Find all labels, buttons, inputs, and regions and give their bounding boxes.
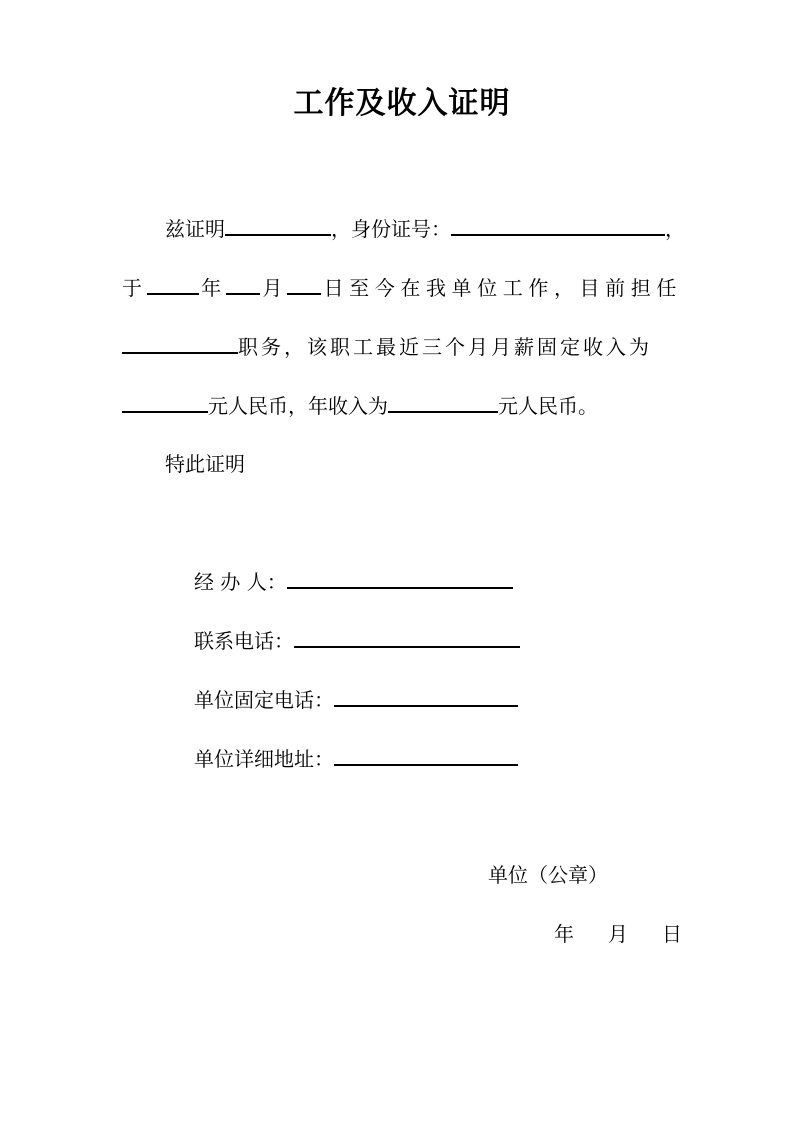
annual-income-blank[interactable]: [388, 391, 498, 413]
paragraph-line-4: [122, 391, 598, 420]
start-month-blank[interactable]: [226, 273, 260, 295]
unit-phone-label: 单位固定电话：: [194, 688, 334, 712]
unit-address-field: [194, 744, 518, 773]
certify-text: 兹证明: [165, 217, 225, 241]
date-month: 月: [608, 922, 628, 946]
handler-field: [194, 567, 513, 596]
year-text: 年: [201, 276, 224, 300]
day-work-text: 日至今在我单位工作，目前担任: [323, 276, 682, 300]
closing-text: 特此证明: [165, 452, 245, 476]
phone-label: 联系电话：: [194, 629, 294, 653]
id-number-blank[interactable]: [451, 214, 665, 236]
paragraph-line-3: [122, 332, 652, 361]
unit-address-blank[interactable]: [334, 744, 518, 766]
document-title: 工作及收入证明: [293, 86, 511, 121]
rmb-annual-text: 元人民币，年收入为: [208, 394, 388, 418]
comma-text: ，: [665, 217, 685, 241]
position-salary-text: 职务，该职工最近三个月月薪固定收入为: [238, 335, 652, 359]
name-blank[interactable]: [225, 214, 331, 236]
seal-label: 单位（公章）: [488, 863, 608, 887]
unit-phone-field: [194, 685, 518, 714]
rmb-end-text: 元人民币。: [498, 394, 598, 418]
phone-field: [194, 626, 520, 655]
unit-phone-blank[interactable]: [334, 685, 518, 707]
since-text: 于: [122, 276, 144, 300]
month-text: 月: [262, 276, 285, 300]
handler-label: 经 办 人：: [194, 570, 287, 594]
date-day: 日: [662, 922, 682, 946]
id-label: ，身份证号：: [331, 217, 451, 241]
handler-blank[interactable]: [287, 567, 513, 589]
start-day-blank[interactable]: [287, 273, 321, 295]
paragraph-line-1: [165, 214, 685, 243]
phone-blank[interactable]: [294, 626, 520, 648]
date-year: 年: [554, 922, 574, 946]
monthly-income-blank[interactable]: [122, 391, 208, 413]
start-year-blank[interactable]: [147, 273, 199, 295]
position-blank[interactable]: [122, 332, 238, 354]
paragraph-line-2: [122, 273, 682, 302]
unit-address-label: 单位详细地址：: [194, 747, 334, 771]
